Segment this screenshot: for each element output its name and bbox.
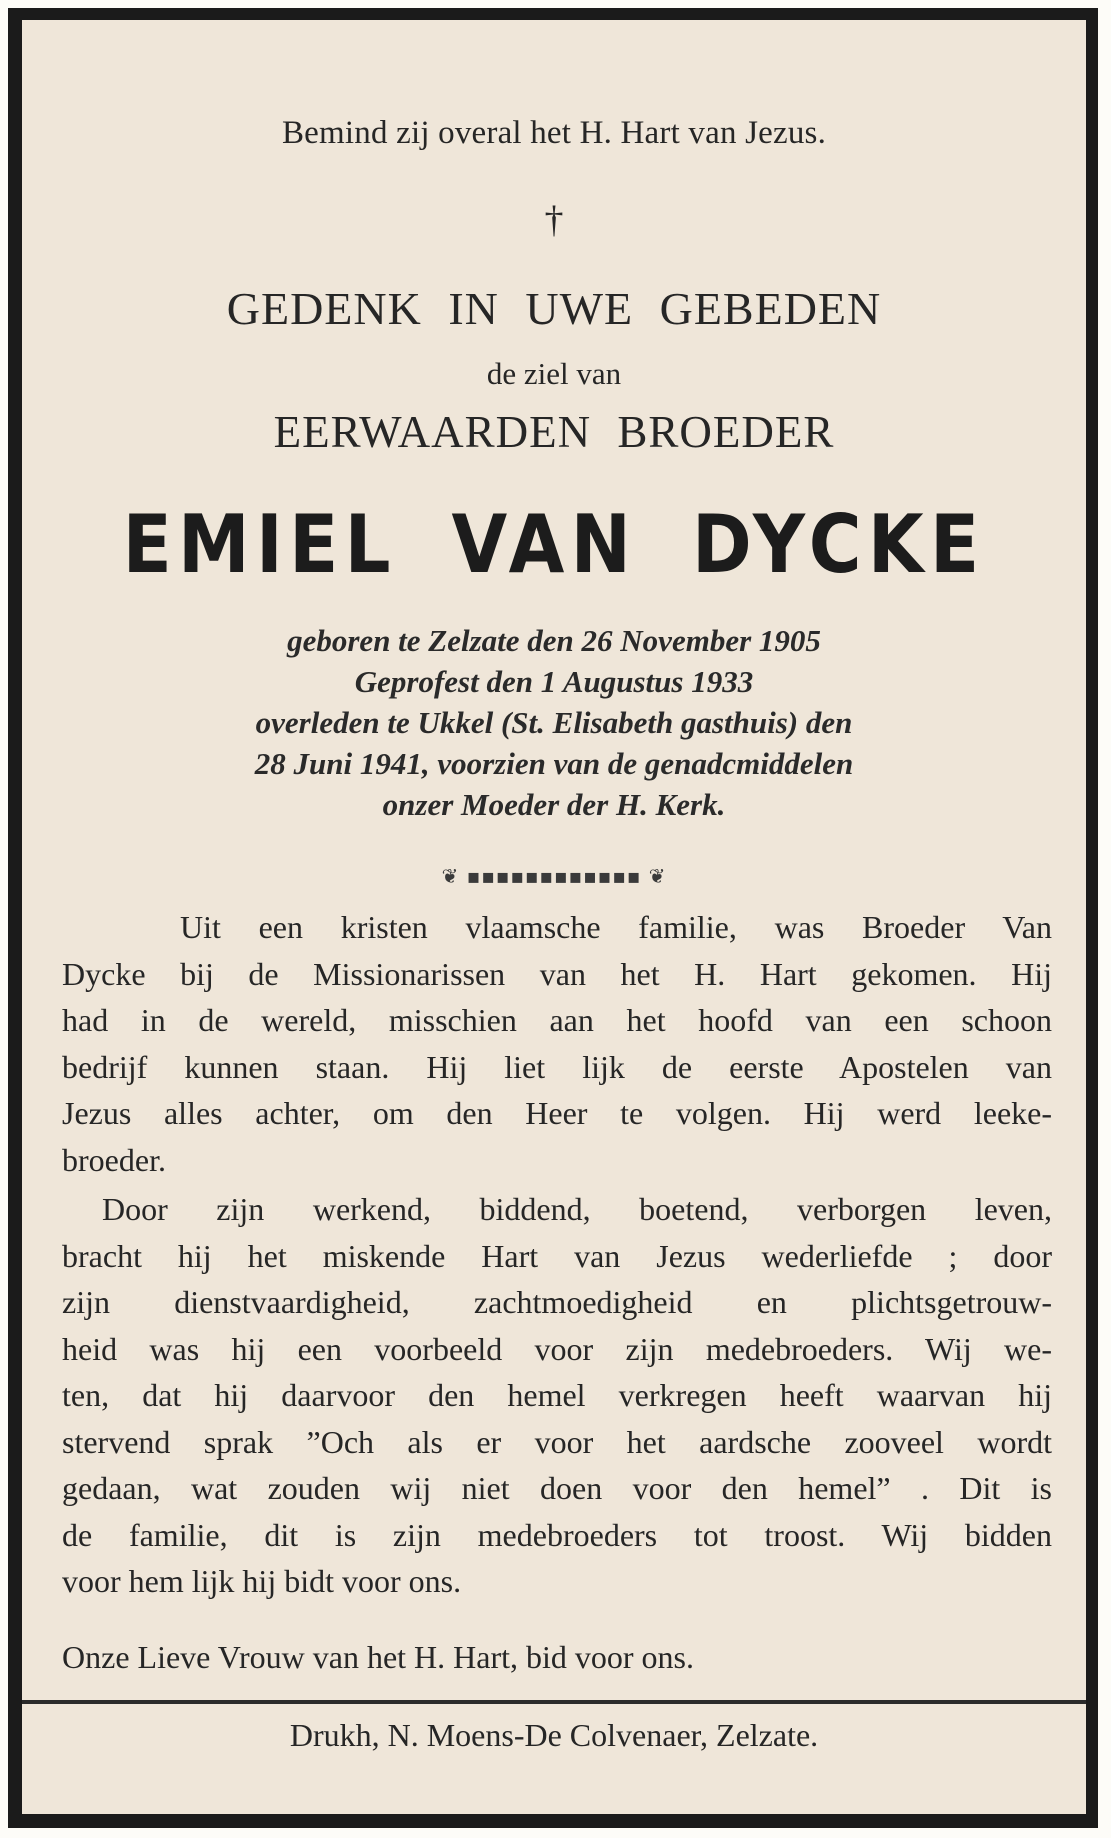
cross-icon: † — [544, 199, 564, 241]
printer-imprint: Drukh, N. Moens-De Colvenaer, Zelzate. — [289, 1717, 819, 1753]
biography-line: overleden te Ukkel (St. Elisabeth gasthuis) den — [255, 705, 853, 740]
biography — [22, 620, 1086, 825]
text-line: stervend sprak ”Och als er voor het aardsche zooveel wordt — [62, 1423, 1052, 1460]
text-line: broeder. — [62, 1141, 166, 1178]
paragraph-life — [62, 1186, 1052, 1605]
text-line: had in de wereld, misschien aan het hoofd van een schoon — [62, 1002, 1052, 1038]
text-line: Dycke bij de Missionarissen van het H. Hart gekomen. Hij — [62, 955, 1052, 992]
motto: Bemind zij overal het H. Hart van Jezus. — [281, 115, 827, 151]
biography-line: geboren te Zelzate den 26 November 1905 — [287, 623, 821, 658]
text-line: Door zijn werkend, biddend, boetend, verborgen leven, — [102, 1191, 1052, 1227]
title: EERWAARDEN BROEDER — [273, 407, 835, 457]
text-line: Onze Lieve Vrouw van het H. Hart, bid voor ons. — [62, 1639, 694, 1675]
text-line: de familie, dit is zijn medebroeders tot troost. Wij bidden — [62, 1516, 1052, 1553]
biography-line: Geprofest den 1 Augustus 1933 — [354, 664, 754, 699]
memorial-card — [8, 8, 1098, 1828]
text-line: voor hem lijk hij bidt voor ons. — [62, 1563, 462, 1599]
biography-line: onzer Moeder der H. Kerk. — [382, 787, 726, 822]
text-line: ten, dat hij daarvoor den hemel verkregen heeft waarvan hij — [62, 1377, 1052, 1413]
closing-prayer — [62, 1634, 1052, 1681]
paragraph-family — [62, 904, 1052, 1183]
text-line: gedaan, wat zouden wij niet doen voor den hemel” . Dit is — [62, 1470, 1052, 1506]
biography-line: 28 Juni 1941, voorzien van de genadcmiddelen — [254, 746, 854, 781]
text-line: zijn dienstvaardigheid, zachtmoedigheid en plichtsgetrouw- — [62, 1284, 1052, 1320]
ornament-divider: ❦ ▪▪▪▪▪▪▪▪▪▪▪▪ ❦ — [441, 864, 667, 888]
text-line: bracht hij het miskende Hart van Jezus wederliefde ; door — [62, 1237, 1052, 1274]
text-line: bedrijf kunnen staan. Hij liet lijk de eerste Apostelen van — [62, 1048, 1052, 1085]
divider-rule — [22, 1700, 1086, 1704]
text-line: Jezus alles achter, om den Heer te volgen. Hij werd leeke- — [62, 1095, 1052, 1131]
deceased-name: EMIEL VAN DYCKE — [122, 498, 986, 591]
text-line: heid was hij een voorbeeld voor zijn medebroeders. Wij we- — [62, 1330, 1052, 1367]
heading: GEDENK IN UWE GEBEDEN — [226, 283, 882, 334]
subheading: de ziel van — [486, 356, 622, 391]
text-line: Uit een kristen vlaamsche familie, was Broeder Van — [180, 909, 1052, 945]
